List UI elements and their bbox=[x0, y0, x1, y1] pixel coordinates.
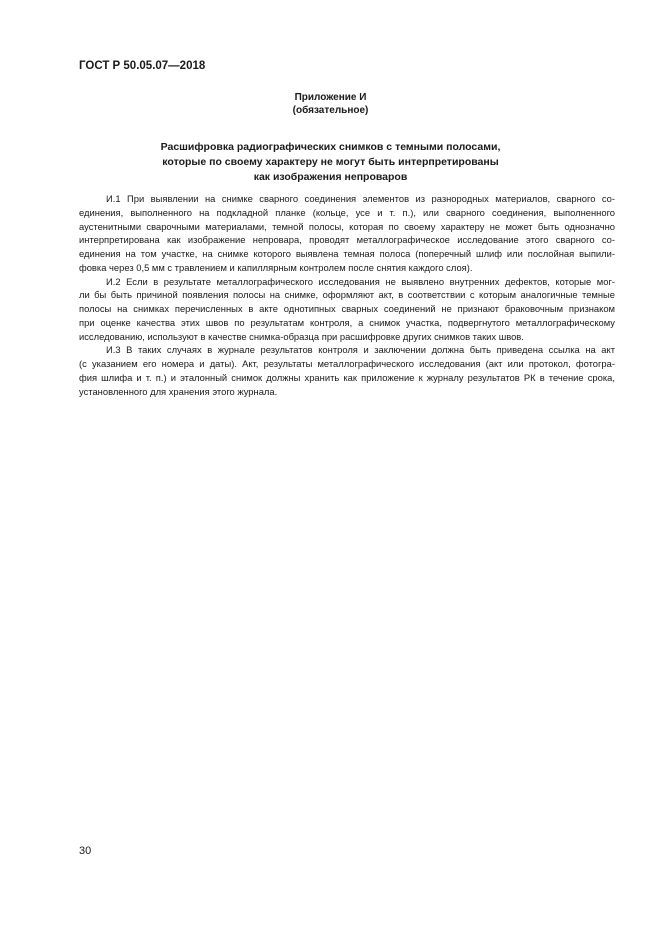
text-line: ли бы быть причиной появления полосы на снимке, оформляют акт, в соответствии с которым аналогичные темные bbox=[79, 289, 615, 301]
body-text bbox=[79, 192, 615, 398]
text-line: интерпретирована как изображение непровара, проводят металлографическое исследование этого сварного со- bbox=[79, 234, 615, 246]
page-number: 30 bbox=[79, 845, 92, 857]
text-line: И.3 В таких случаях в журнале результатов контроля и заключении должна быть приведена ссылка на акт bbox=[106, 344, 615, 356]
text-line: полосы на снимках перечисленных в акте однотипных сварных соединений не признают браковочным признаком bbox=[79, 303, 615, 314]
text-line: (с указанием его номера и даты). Акт, результаты металлографического исследования (акт или протокол, фотогра- bbox=[79, 358, 615, 369]
appendix-status: (обязательное) bbox=[292, 105, 369, 116]
paragraph-i1 bbox=[79, 192, 615, 275]
text-line: аустенитными сварочными материалами, темной полосы, которая по своему характеру не может быть однозначно bbox=[79, 220, 615, 232]
text-line: при оценке качества этих швов по результатам контроля, а снимок участка, подвергнутого металлографическому bbox=[79, 316, 615, 328]
text-line: единения на том участке, на снимке которого выявлена темная полоса (поперечный шлиф или послойная выпили- bbox=[79, 248, 615, 259]
text-line: исследованию, используют в качестве снимка-образца при расшифровке других снимков таких швов. bbox=[79, 330, 524, 342]
appendix-label: Приложение И bbox=[294, 92, 367, 103]
text-line: установленного для хранения этого журнала. bbox=[79, 385, 278, 397]
text-line: И.2 Если в результате металлографического исследования не выявлено внутренних дефектов, которые мог- bbox=[106, 275, 615, 287]
text-line: фия шлифа и т. п.) и эталонный снимок должны хранить как приложение к журналу результатов РК в течение срока, bbox=[79, 371, 615, 383]
text-line: фовка через 0,5 мм с травлением и капиллярным контролем после снятия каждого слоя). bbox=[79, 261, 473, 273]
paragraph-i3 bbox=[79, 343, 615, 398]
paragraph-i2 bbox=[79, 275, 615, 344]
document-id: ГОСТ Р 50.05.07—2018 bbox=[79, 60, 206, 72]
appendix-title-line-2: которые по своему характеру не могут быть интерпретированы bbox=[162, 156, 499, 168]
text-line: И.1 При выявлении на снимке сварного соединения элементов из разнородных материалов, сварного со- bbox=[106, 193, 615, 204]
text-line: единения, выполненного на подкладной планке (кольце, усе и т. п.), или сварного соединения, выполненного bbox=[79, 206, 615, 218]
appendix-title-line-3: как изображения непроваров bbox=[253, 171, 408, 183]
appendix-title-line-1: Расшифровка радиографических снимков с темными полосами, bbox=[160, 141, 501, 153]
